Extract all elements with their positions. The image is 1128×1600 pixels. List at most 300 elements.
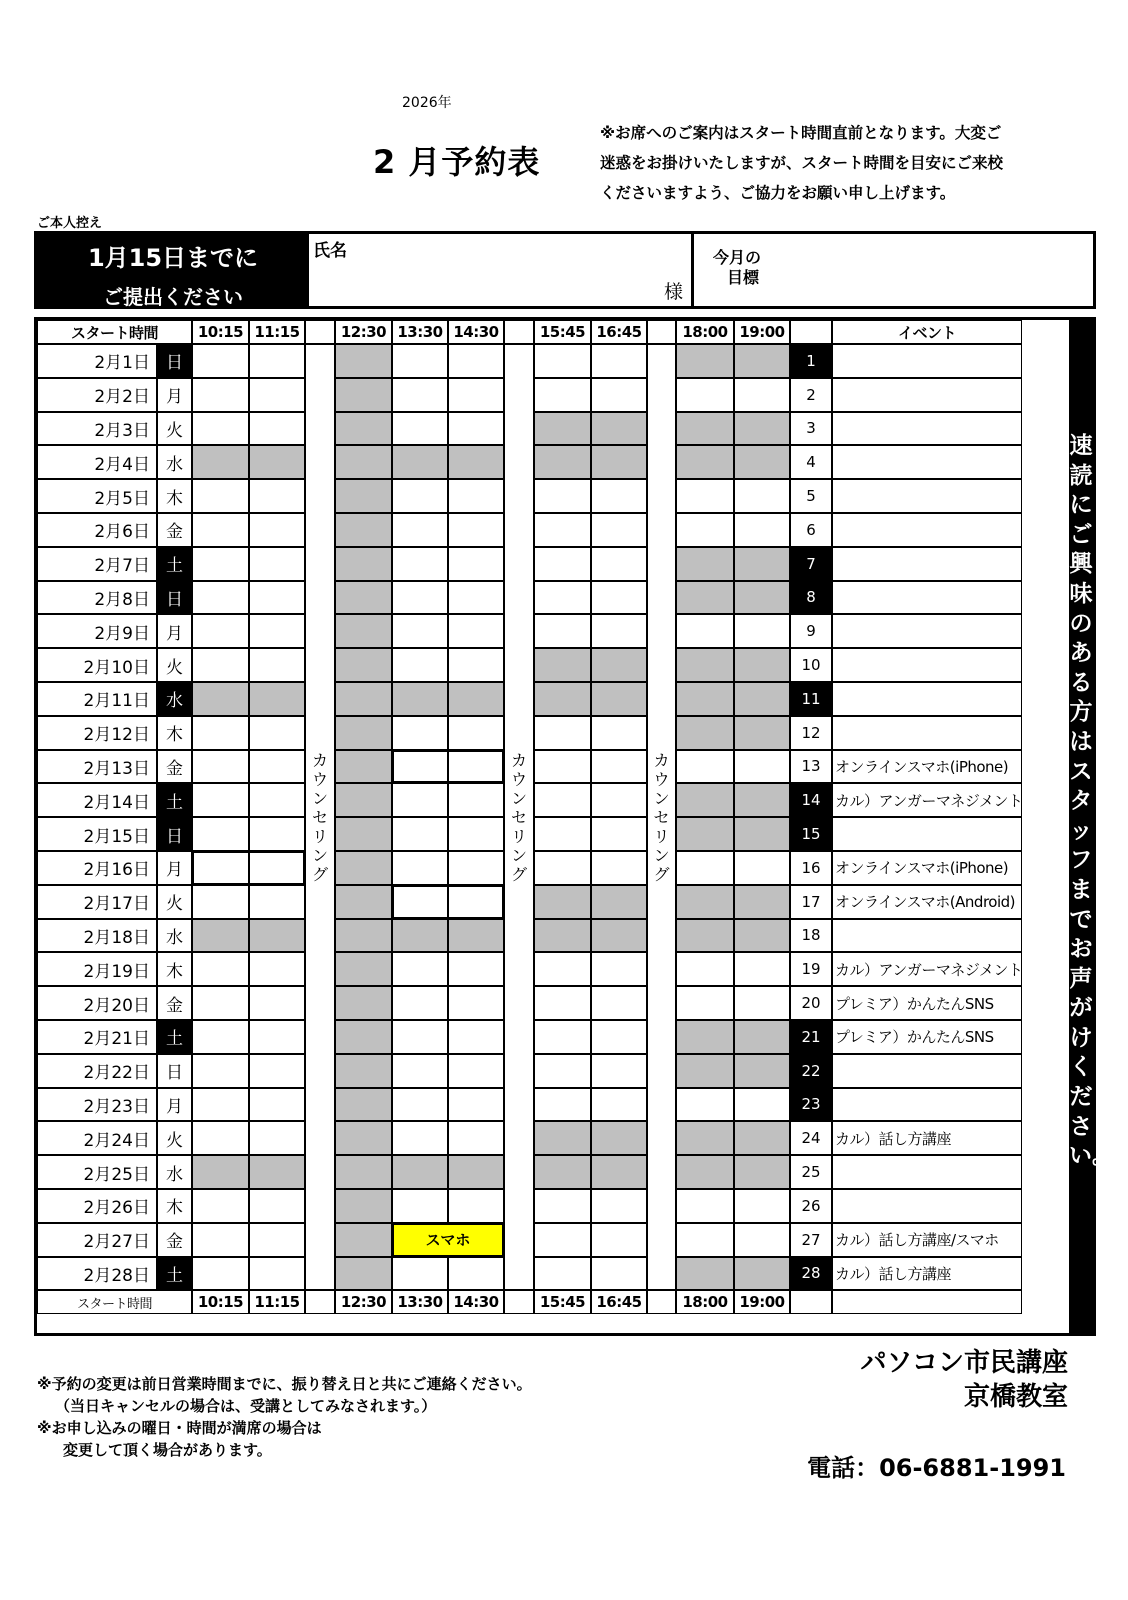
slot-1800[interactable]	[676, 344, 734, 378]
slot-1430[interactable]	[448, 817, 504, 851]
slot-1545[interactable]	[534, 1257, 591, 1291]
slot-1645[interactable]	[591, 783, 647, 817]
start-time-label: スタート時間	[37, 320, 192, 344]
day-number: 21	[790, 1020, 832, 1054]
slot-1015[interactable]	[192, 513, 249, 547]
slot-1115[interactable]	[249, 1054, 305, 1088]
slot-1800[interactable]	[676, 986, 734, 1020]
slot-1900[interactable]	[734, 1121, 790, 1155]
slot-1230[interactable]	[335, 952, 392, 986]
slot-1645[interactable]	[591, 479, 647, 513]
slot-1230[interactable]	[335, 919, 392, 953]
slot-1900[interactable]	[734, 783, 790, 817]
event-cell: プレミア）かんたんSNS	[832, 1020, 1022, 1054]
slot-1800[interactable]	[676, 614, 734, 648]
slot-1430[interactable]	[448, 648, 504, 682]
footer-time-header: 10:15	[192, 1290, 249, 1314]
slot-1230[interactable]	[335, 378, 392, 412]
speed-reading-banner	[1069, 320, 1115, 1333]
slot-1430[interactable]	[448, 1088, 504, 1122]
slot-1330[interactable]	[392, 378, 448, 412]
slot-1545[interactable]	[534, 1223, 591, 1257]
slot-1330[interactable]	[392, 1020, 448, 1054]
slot-1545[interactable]	[534, 1121, 591, 1155]
slot-1545[interactable]	[534, 344, 591, 378]
phone-number: 電話：06-6881-1991	[807, 1454, 1066, 1482]
slot-1645[interactable]	[591, 513, 647, 547]
slot-1330[interactable]	[392, 919, 448, 953]
slot-1230[interactable]	[335, 547, 392, 581]
day-number: 6	[790, 513, 832, 547]
slot-1645[interactable]	[591, 885, 647, 919]
slot-1230[interactable]	[335, 412, 392, 446]
slot-1015[interactable]	[192, 1020, 249, 1054]
slot-1545[interactable]	[534, 716, 591, 750]
slot-1115[interactable]	[249, 513, 305, 547]
counseling-label: カウンセリング	[653, 750, 670, 884]
slot-1330[interactable]	[392, 614, 448, 648]
weekday-cell: 日	[157, 344, 192, 378]
slot-1430[interactable]	[448, 547, 504, 581]
page-title: 2 月予約表	[373, 143, 541, 181]
weekday-cell: 土	[157, 547, 192, 581]
slot-1330[interactable]	[392, 1088, 448, 1122]
slot-1800[interactable]	[676, 1054, 734, 1088]
weekday-cell: 土	[157, 1257, 192, 1291]
slot-1330[interactable]	[392, 783, 448, 817]
event-cell: カル）アンガーマネジメント	[832, 952, 1022, 986]
slot-1430[interactable]	[448, 1189, 504, 1223]
slot-1015[interactable]	[192, 547, 249, 581]
goal-label-line: 目標	[727, 268, 760, 287]
slot-1900[interactable]	[734, 581, 790, 615]
slot-1800[interactable]	[676, 851, 734, 885]
slot-1430[interactable]	[448, 682, 504, 716]
slot-1800[interactable]	[676, 817, 734, 851]
slot-1900[interactable]	[734, 547, 790, 581]
slot-1900[interactable]	[734, 1155, 790, 1189]
slot-1015[interactable]	[192, 952, 249, 986]
slot-1645[interactable]	[591, 378, 647, 412]
slot-1330[interactable]	[392, 479, 448, 513]
slot-1015[interactable]	[192, 1088, 249, 1122]
time-header: 11:15	[249, 320, 305, 344]
slot-1900[interactable]	[734, 682, 790, 716]
slot-1015[interactable]	[192, 783, 249, 817]
slot-1330[interactable]	[392, 1155, 448, 1189]
slot-1645[interactable]	[591, 1257, 647, 1291]
slot-1430[interactable]	[448, 1020, 504, 1054]
slot-1430[interactable]	[448, 919, 504, 953]
slot-1115[interactable]	[249, 378, 305, 412]
notice-line: ※お席へのご案内はスタート時間直前となります。大変ご	[600, 124, 1002, 142]
slot-1545[interactable]	[534, 412, 591, 446]
slot-1900[interactable]	[734, 1257, 790, 1291]
slot-1800[interactable]	[676, 1155, 734, 1189]
slot-1115[interactable]	[249, 783, 305, 817]
slot-1545[interactable]	[534, 445, 591, 479]
slot-1545[interactable]	[534, 783, 591, 817]
slot-1430[interactable]	[448, 412, 504, 446]
counseling-label: カウンセリング	[311, 750, 328, 884]
slot-1545[interactable]	[534, 1189, 591, 1223]
slot-1645[interactable]	[591, 1121, 647, 1155]
slot-1800[interactable]	[676, 479, 734, 513]
slot-1645[interactable]	[591, 648, 647, 682]
slot-1330[interactable]	[392, 851, 448, 885]
slot-1015[interactable]	[192, 1121, 249, 1155]
slot-1545[interactable]	[534, 750, 591, 784]
slot-1015[interactable]	[192, 445, 249, 479]
slot-1800[interactable]	[676, 445, 734, 479]
notice-line: くださいますよう、ご協力をお願い申し上げます。	[600, 184, 956, 202]
slot-1230[interactable]	[335, 682, 392, 716]
slot-1800[interactable]	[676, 952, 734, 986]
slot-1545[interactable]	[534, 513, 591, 547]
slot-1430[interactable]	[448, 344, 504, 378]
slot-1545[interactable]	[534, 682, 591, 716]
event-cell: カル）話し方講座	[832, 1121, 1022, 1155]
slot-1800[interactable]	[676, 1257, 734, 1291]
slot-1115[interactable]	[249, 1020, 305, 1054]
slot-1900[interactable]	[734, 614, 790, 648]
slot-1800[interactable]	[676, 412, 734, 446]
slot-1330[interactable]	[392, 445, 448, 479]
time-header: 15:45	[534, 320, 591, 344]
slot-1430[interactable]	[448, 614, 504, 648]
slot-1545[interactable]	[534, 1054, 591, 1088]
slot-1115[interactable]	[249, 581, 305, 615]
slot-1115[interactable]	[249, 750, 305, 784]
slot-1330[interactable]	[392, 817, 448, 851]
weekday-cell: 水	[157, 919, 192, 953]
slot-1545[interactable]	[534, 378, 591, 412]
slot-1230[interactable]	[335, 513, 392, 547]
slot-1430[interactable]	[448, 1054, 504, 1088]
slot-1115[interactable]	[249, 614, 305, 648]
slot-1230[interactable]	[335, 1088, 392, 1122]
slot-1115[interactable]	[249, 412, 305, 446]
slot-1230[interactable]	[335, 614, 392, 648]
slot-1230[interactable]	[335, 1257, 392, 1291]
slot-1015[interactable]	[192, 1189, 249, 1223]
slot-1900[interactable]	[734, 750, 790, 784]
slot-1645[interactable]	[591, 682, 647, 716]
slot-1115[interactable]	[249, 817, 305, 851]
date-cell: 2月23日	[37, 1088, 157, 1122]
date-cell: 2月20日	[37, 986, 157, 1020]
name-field[interactable]	[309, 234, 694, 306]
slot-1015[interactable]	[192, 378, 249, 412]
slot-1645[interactable]	[591, 986, 647, 1020]
slot-1230[interactable]	[335, 1020, 392, 1054]
slot-1645[interactable]	[591, 1223, 647, 1257]
slot-1545[interactable]	[534, 648, 591, 682]
weekday-cell: 金	[157, 513, 192, 547]
slot-1800[interactable]	[676, 885, 734, 919]
slot-1330[interactable]	[392, 986, 448, 1020]
slot-1115[interactable]	[249, 1257, 305, 1291]
slot-1645[interactable]	[591, 750, 647, 784]
slot-1645[interactable]	[591, 952, 647, 986]
slot-1900[interactable]	[734, 1020, 790, 1054]
slot-1800[interactable]	[676, 1223, 734, 1257]
slot-1430[interactable]	[448, 1121, 504, 1155]
slot-1900[interactable]	[734, 986, 790, 1020]
slot-1230[interactable]	[335, 1155, 392, 1189]
slot-1645[interactable]	[591, 547, 647, 581]
slot-1545[interactable]	[534, 851, 591, 885]
slot-1645[interactable]	[591, 1189, 647, 1223]
slot-1330[interactable]	[392, 1189, 448, 1223]
slot-1115[interactable]	[249, 648, 305, 682]
footer-start-time-label: スタート時間	[37, 1290, 192, 1314]
slot-1430[interactable]	[448, 851, 504, 885]
honorific-label: 様	[663, 281, 683, 303]
slot-1800[interactable]	[676, 1020, 734, 1054]
slot-1900[interactable]	[734, 1189, 790, 1223]
slot-1230[interactable]	[335, 479, 392, 513]
slot-1430[interactable]	[448, 513, 504, 547]
slot-1430[interactable]	[448, 1155, 504, 1189]
slot-1900[interactable]	[734, 885, 790, 919]
slot-1015[interactable]	[192, 648, 249, 682]
slot-1230[interactable]	[335, 1223, 392, 1257]
slot-1015[interactable]	[192, 986, 249, 1020]
day-number: 23	[790, 1088, 832, 1122]
slot-1545[interactable]	[534, 885, 591, 919]
slot-1015[interactable]	[192, 581, 249, 615]
slot-1430[interactable]	[448, 783, 504, 817]
header-spacer	[790, 320, 832, 344]
slot-1430[interactable]	[448, 1257, 504, 1291]
slot-1230[interactable]	[335, 445, 392, 479]
slot-1230[interactable]	[335, 783, 392, 817]
day-number: 8	[790, 581, 832, 615]
slot-1545[interactable]	[534, 986, 591, 1020]
slot-1800[interactable]	[676, 1121, 734, 1155]
slot-1900[interactable]	[734, 952, 790, 986]
slot-1430[interactable]	[448, 581, 504, 615]
slot-1330[interactable]	[392, 513, 448, 547]
slot-1900[interactable]	[734, 479, 790, 513]
slot-1015[interactable]	[192, 412, 249, 446]
slot-1230[interactable]	[335, 986, 392, 1020]
slot-1430[interactable]	[448, 479, 504, 513]
slot-1330[interactable]	[392, 581, 448, 615]
slot-1015[interactable]	[192, 885, 249, 919]
slot-1430[interactable]	[448, 986, 504, 1020]
slot-1115[interactable]	[249, 682, 305, 716]
event-cell: オンラインスマホ(Android)	[832, 885, 1022, 919]
slot-1115[interactable]	[249, 445, 305, 479]
slot-1800[interactable]	[676, 513, 734, 547]
slot-1800[interactable]	[676, 750, 734, 784]
slot-1015[interactable]	[192, 614, 249, 648]
slot-1115[interactable]	[249, 885, 305, 919]
slot-1900[interactable]	[734, 1054, 790, 1088]
slot-1115[interactable]	[249, 1155, 305, 1189]
weekday-cell: 日	[157, 1054, 192, 1088]
slot-1430[interactable]	[448, 952, 504, 986]
slot-1645[interactable]	[591, 1155, 647, 1189]
slot-1900[interactable]	[734, 412, 790, 446]
footer-header-spacer	[647, 1290, 676, 1314]
slot-1430[interactable]	[448, 445, 504, 479]
slot-1230[interactable]	[335, 1189, 392, 1223]
slot-1330[interactable]	[392, 1257, 448, 1291]
weekday-cell: 火	[157, 412, 192, 446]
event-cell: カル）話し方講座/スマホ	[832, 1223, 1022, 1257]
event-cell	[832, 378, 1022, 412]
slot-1330[interactable]	[392, 648, 448, 682]
slot-1545[interactable]	[534, 1088, 591, 1122]
weekday-cell: 木	[157, 1189, 192, 1223]
day-number: 18	[790, 919, 832, 953]
slot-1645[interactable]	[591, 716, 647, 750]
slot-1645[interactable]	[591, 1054, 647, 1088]
slot-1015[interactable]	[192, 682, 249, 716]
time-header: 10:15	[192, 320, 249, 344]
deadline-date: 1月15日までに	[87, 244, 259, 272]
footer-time-header: 16:45	[591, 1290, 647, 1314]
slot-1800[interactable]	[676, 1189, 734, 1223]
slot-1645[interactable]	[591, 1020, 647, 1054]
slot-1430[interactable]	[448, 378, 504, 412]
school-line: 京橋教室	[963, 1382, 1068, 1412]
slot-1330[interactable]	[392, 344, 448, 378]
slot-1545[interactable]	[534, 581, 591, 615]
slot-1115[interactable]	[249, 479, 305, 513]
slot-1015[interactable]	[192, 716, 249, 750]
slot-1900[interactable]	[734, 851, 790, 885]
slot-1230[interactable]	[335, 716, 392, 750]
slot-1900[interactable]	[734, 919, 790, 953]
slot-1230[interactable]	[335, 648, 392, 682]
slot-1115[interactable]	[249, 344, 305, 378]
weekday-cell: 火	[157, 1121, 192, 1155]
slot-1645[interactable]	[591, 412, 647, 446]
notice-line: 迷惑をお掛けいたしますが、スタート時間を目安にご来校	[600, 154, 1004, 172]
slot-1800[interactable]	[676, 682, 734, 716]
slot-1800[interactable]	[676, 1088, 734, 1122]
slot-1900[interactable]	[734, 1223, 790, 1257]
slot-1900[interactable]	[734, 817, 790, 851]
slot-1015[interactable]	[192, 344, 249, 378]
date-cell: 2月7日	[37, 547, 157, 581]
slot-1230[interactable]	[335, 851, 392, 885]
slot-1645[interactable]	[591, 445, 647, 479]
slot-1545[interactable]	[534, 614, 591, 648]
slot-1900[interactable]	[734, 344, 790, 378]
slot-1230[interactable]	[335, 581, 392, 615]
slot-1645[interactable]	[591, 614, 647, 648]
slot-1645[interactable]	[591, 851, 647, 885]
slot-1230[interactable]	[335, 344, 392, 378]
event-cell	[832, 581, 1022, 615]
slot-1900[interactable]	[734, 445, 790, 479]
slot-1115[interactable]	[249, 1121, 305, 1155]
slot-1545[interactable]	[534, 952, 591, 986]
slot-1800[interactable]	[676, 783, 734, 817]
slot-1115[interactable]	[249, 1088, 305, 1122]
slot-1330[interactable]	[392, 547, 448, 581]
slot-1645[interactable]	[591, 919, 647, 953]
slot-1545[interactable]	[534, 479, 591, 513]
slot-1015[interactable]	[192, 1054, 249, 1088]
slot-1900[interactable]	[734, 513, 790, 547]
day-number: 28	[790, 1257, 832, 1291]
slot-1330[interactable]	[392, 412, 448, 446]
date-cell: 2月12日	[37, 716, 157, 750]
slot-1330[interactable]	[392, 1054, 448, 1088]
slot-1330[interactable]	[392, 952, 448, 986]
slot-1800[interactable]	[676, 547, 734, 581]
slot-1015[interactable]	[192, 919, 249, 953]
weekday-cell: 金	[157, 1223, 192, 1257]
slot-1800[interactable]	[676, 378, 734, 412]
slot-1800[interactable]	[676, 648, 734, 682]
footer-time-header: 12:30	[335, 1290, 392, 1314]
slot-1545[interactable]	[534, 547, 591, 581]
slot-1230[interactable]	[335, 885, 392, 919]
slot-1645[interactable]	[591, 581, 647, 615]
slot-1800[interactable]	[676, 581, 734, 615]
footer-time-header: 19:00	[734, 1290, 790, 1314]
slot-1645[interactable]	[591, 1088, 647, 1122]
slot-1330[interactable]	[392, 682, 448, 716]
slot-1900[interactable]	[734, 648, 790, 682]
slot-1115[interactable]	[249, 1223, 305, 1257]
slot-1115[interactable]	[249, 919, 305, 953]
slot-1115[interactable]	[249, 716, 305, 750]
slot-1900[interactable]	[734, 716, 790, 750]
slot-1330[interactable]	[392, 716, 448, 750]
slot-1115[interactable]	[249, 986, 305, 1020]
slot-1545[interactable]	[534, 1020, 591, 1054]
slot-1330[interactable]	[392, 1121, 448, 1155]
slot-1545[interactable]	[534, 1155, 591, 1189]
date-cell: 2月11日	[37, 682, 157, 716]
slot-1645[interactable]	[591, 344, 647, 378]
slot-1545[interactable]	[534, 919, 591, 953]
slot-1230[interactable]	[335, 750, 392, 784]
slot-1015[interactable]	[192, 817, 249, 851]
slot-1900[interactable]	[734, 378, 790, 412]
slot-1230[interactable]	[335, 817, 392, 851]
date-cell: 2月3日	[37, 412, 157, 446]
slot-1115[interactable]	[249, 547, 305, 581]
slot-1545[interactable]	[534, 817, 591, 851]
slot-1015[interactable]	[192, 479, 249, 513]
slot-1230[interactable]	[335, 1121, 392, 1155]
slot-1800[interactable]	[676, 919, 734, 953]
slot-1015[interactable]	[192, 1223, 249, 1257]
goal-field-label	[713, 248, 761, 288]
slot-1015[interactable]	[192, 1257, 249, 1291]
slot-1115[interactable]	[249, 1189, 305, 1223]
slot-1230[interactable]	[335, 1054, 392, 1088]
slot-1800[interactable]	[676, 716, 734, 750]
slot-1430[interactable]	[448, 716, 504, 750]
smartphone-class-badge[interactable]: スマホ	[392, 1223, 504, 1257]
slot-1115[interactable]	[249, 952, 305, 986]
slot-1015[interactable]	[192, 1155, 249, 1189]
slot-1900[interactable]	[734, 1088, 790, 1122]
slot-1645[interactable]	[591, 817, 647, 851]
stub-label: ご本人控え	[37, 216, 103, 231]
slot-1015[interactable]	[192, 750, 249, 784]
